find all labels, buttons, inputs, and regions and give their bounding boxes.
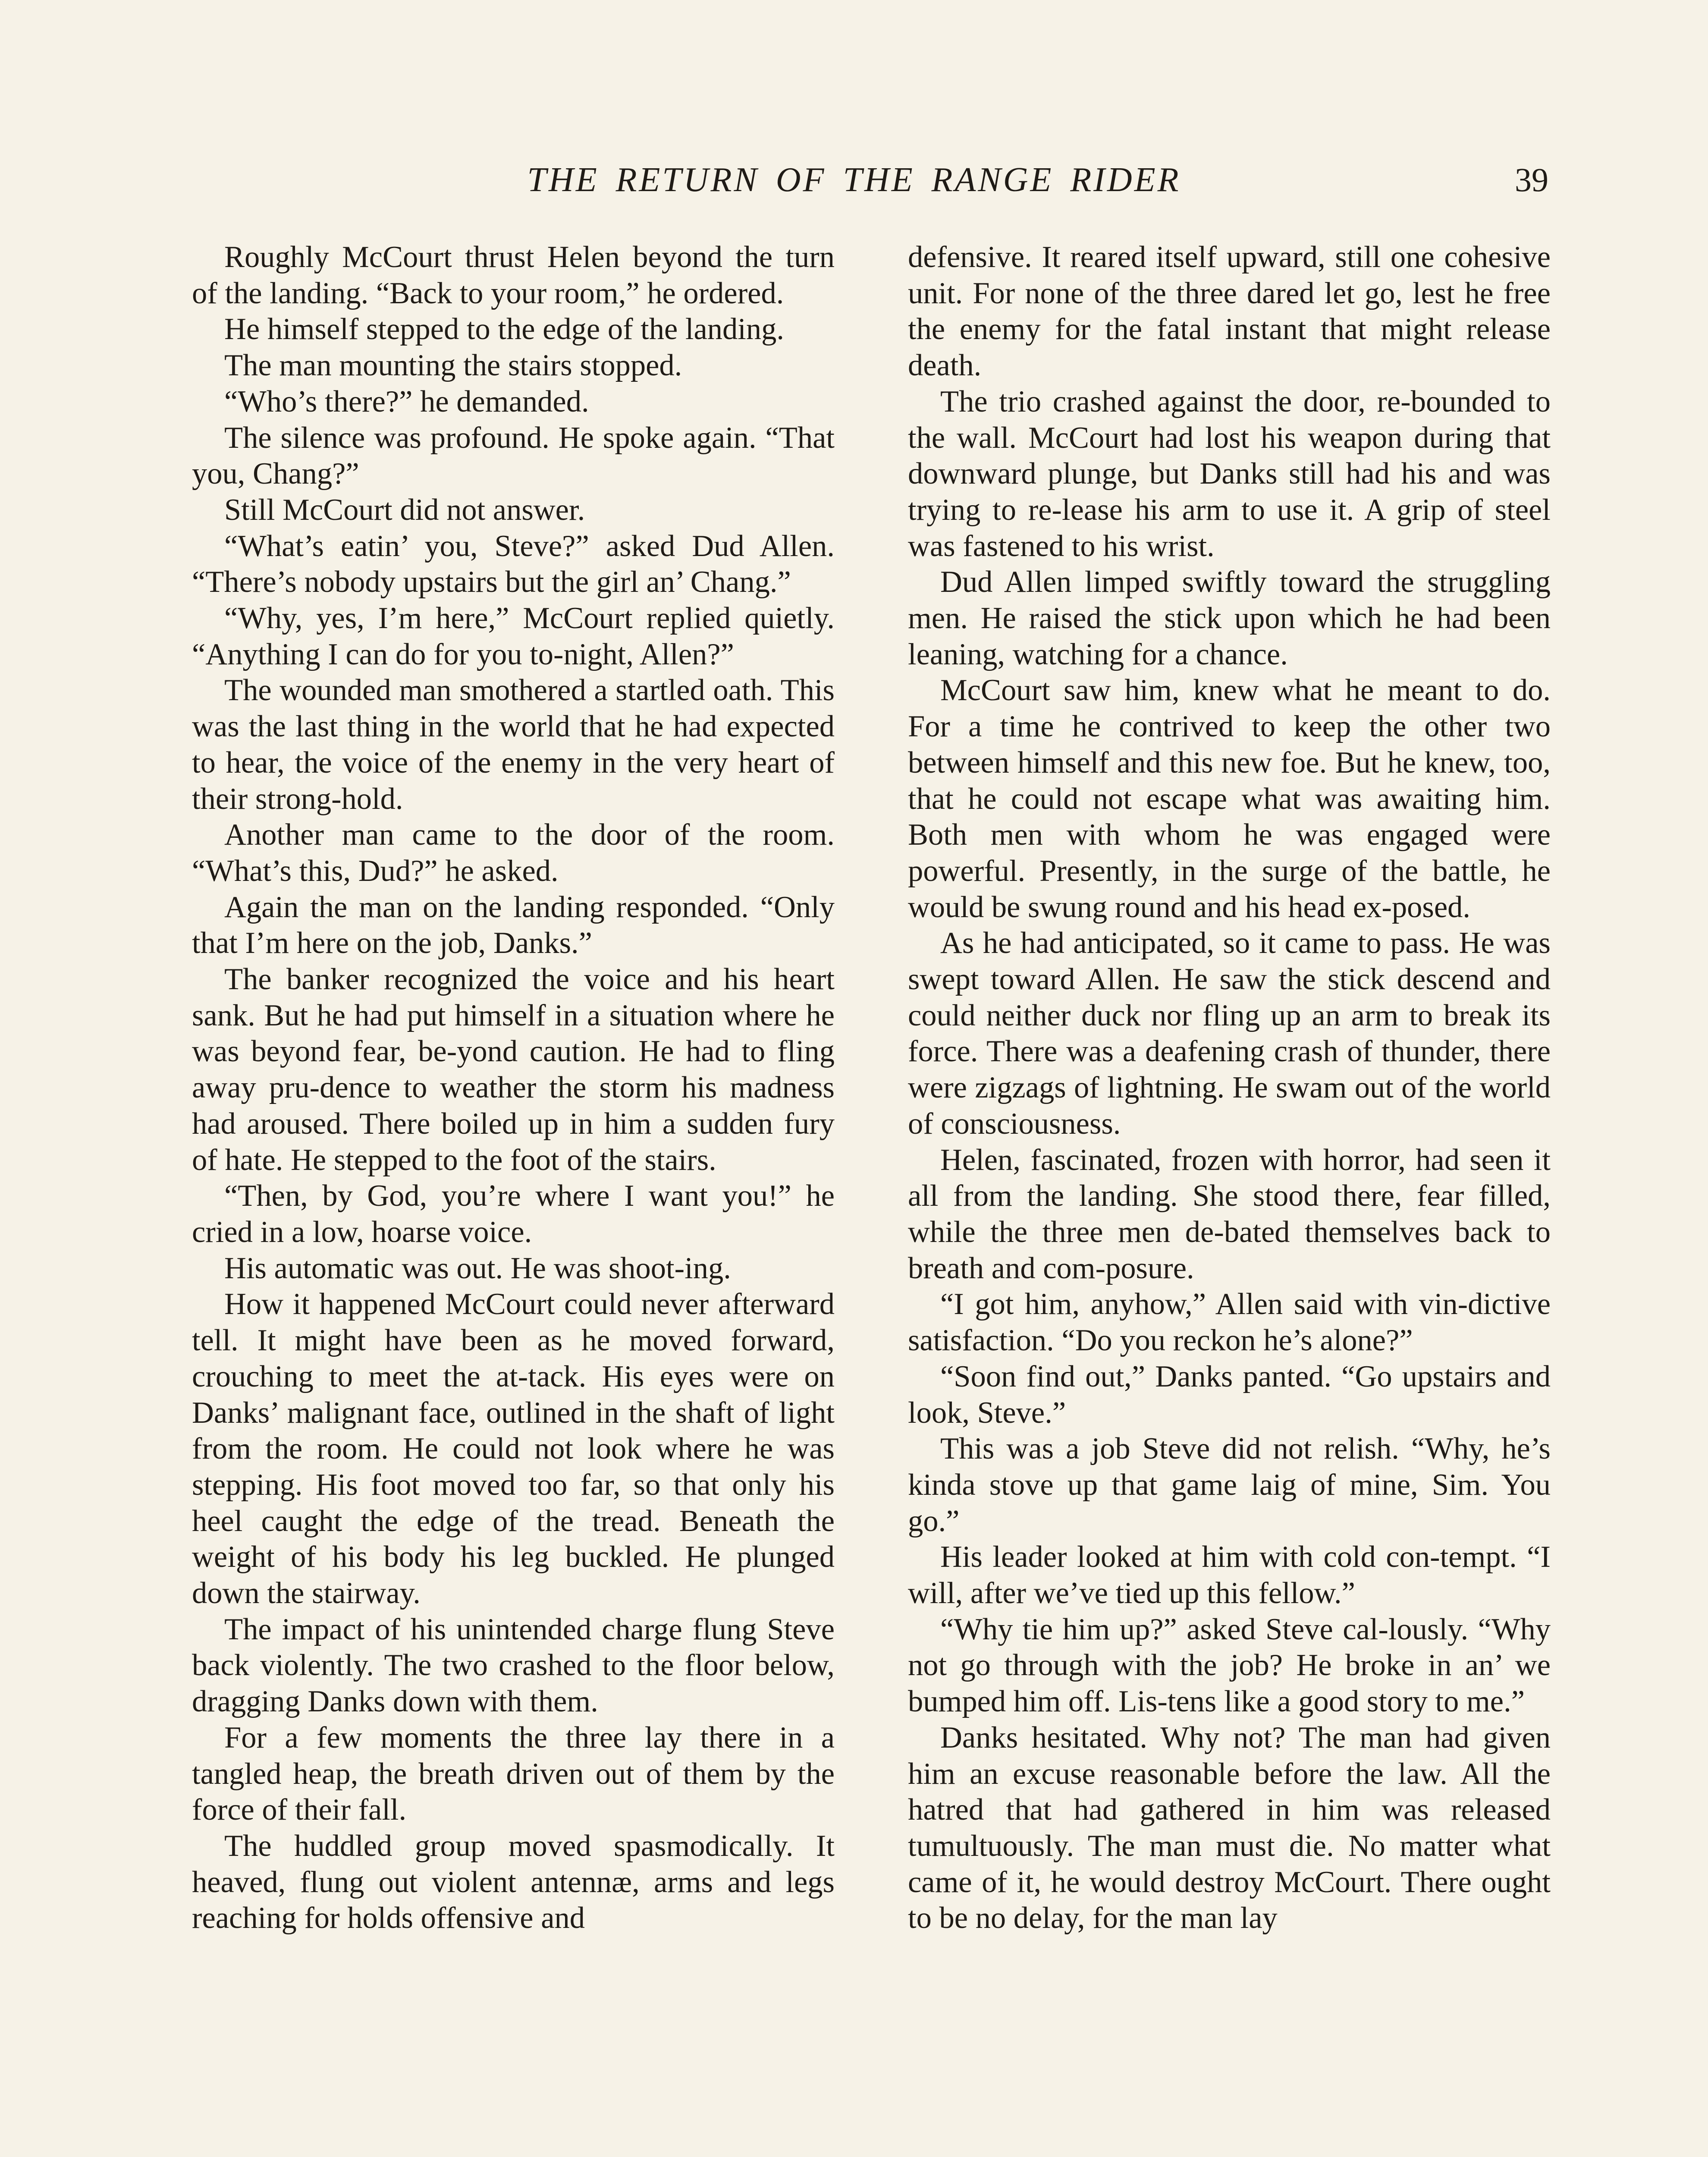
- paragraph: McCourt saw him, knew what he meant to do. For a time he contrived to keep the other two between himself and this new foe. But he knew, too, that he could not escape what was awaiting him. Both men with whom he was engaged were powerful. Presently, in the surge of the battle, he would be swung round and his head ex-posed.: [908, 673, 1551, 924]
- paragraph: His automatic was out. He was shoot-ing.: [224, 1251, 731, 1285]
- right-column: [908, 239, 1551, 1937]
- paragraph: The wounded man smothered a startled oath. This was the last thing in the world that he had expected to hear, the voice of the enemy in the very heart of their strong-hold.: [192, 673, 835, 816]
- paragraph: As he had anticipated, so it came to pass. He was swept toward Allen. He saw the stick descend and could neither duck nor fling up an arm to break its force. There was a deafening crash of thunder, there were zigzags of lightning. He swam out of the world of consciousness.: [908, 926, 1551, 1141]
- paragraph: How it happened McCourt could never afterward tell. It might have been as he moved forward, crouching to meet the at-tack. His eyes were on Danks’ malignant face, outlined in the shaft of light from the room. He could not look where he was stepping. His foot moved too far, so that only his heel caught the edge of the tread. Beneath the weight of his body his leg buckled. He plunged down the stairway.: [192, 1287, 835, 1610]
- paragraph: Danks hesitated. Why not? The man had given him an excuse reasonable before the law. All the hatred that had gathered in him was released tumultuously. The man must die. No matter what came of it, he would destroy McCourt. There ought to be no delay, for the man lay: [908, 1720, 1551, 1935]
- page-header: [160, 160, 1548, 212]
- page-number: 39: [1515, 161, 1548, 198]
- text-columns: [192, 239, 1551, 1937]
- paragraph: Again the man on the landing responded. “Only that I’m here on the job, Danks.”: [192, 890, 835, 960]
- paragraph: The huddled group moved spasmodically. It heaved, flung out violent antennæ, arms and legs reaching for holds offensive and: [192, 1829, 835, 1935]
- paragraph: Roughly McCourt thrust Helen beyond the turn of the landing. “Back to your room,” he ordered.: [192, 240, 835, 310]
- paragraph: The banker recognized the voice and his heart sank. But he had put himself in a situation where he was beyond fear, be-yond caution. He had to fling away pru-dence to weather the storm his madness had aroused. There boiled up in him a sudden fury of hate. He stepped to the foot of the stairs.: [192, 962, 835, 1177]
- paragraph: This was a job Steve did not relish. “Why, he’s kinda stove up that game laig of mine, Sim. You go.”: [908, 1432, 1551, 1538]
- paragraph: “Why, yes, I’m here,” McCourt replied quietly. “Anything I can do for you to-night, Allen?”: [192, 601, 835, 671]
- paragraph: For a few moments the three lay there in a tangled heap, the breath driven out of them by the force of their fall.: [192, 1720, 835, 1827]
- paragraph: Helen, fascinated, frozen with horror, had seen it all from the landing. She stood there, fear filled, while the three men de-bated themselves back to breath and com-posure.: [908, 1143, 1551, 1285]
- paragraph: Another man came to the door of the room. “What’s this, Dud?” he asked.: [192, 818, 835, 888]
- paragraph: The impact of his unintended charge flung Steve back violently. The two crashed to the floor below, dragging Danks down with them.: [192, 1612, 835, 1719]
- paragraph: “What’s eatin’ you, Steve?” asked Dud Allen. “There’s nobody upstairs but the girl an’ Chang.”: [192, 529, 835, 599]
- paragraph: “Who’s there?” he demanded.: [224, 384, 589, 418]
- paragraph: “Soon find out,” Danks panted. “Go upstairs and look, Steve.”: [908, 1359, 1551, 1430]
- paragraph: The silence was profound. He spoke again. “That you, Chang?”: [192, 421, 835, 491]
- paragraph: “I got him, anyhow,” Allen said with vin-dictive satisfaction. “Do you reckon he’s alone?”: [908, 1287, 1551, 1358]
- paragraph: He himself stepped to the edge of the landing.: [224, 312, 785, 346]
- paragraph: Dud Allen limped swiftly toward the struggling men. He raised the stick upon which he had been leaning, watching for a chance.: [908, 565, 1551, 671]
- paragraph: defensive. It reared itself upward, still one cohesive unit. For none of the three dared let go, lest he free the enemy for the fatal instant that might release death.: [908, 240, 1551, 383]
- paragraph: The trio crashed against the door, re-bounded to the wall. McCourt had lost his weapon during that downward plunge, but Danks still had his and was trying to re-lease his arm to use it. A grip of steel was fastened to his wrist.: [908, 384, 1551, 563]
- paragraph: The man mounting the stairs stopped.: [224, 349, 682, 383]
- paragraph: “Then, by God, you’re where I want you!” he cried in a low, hoarse voice.: [192, 1179, 835, 1249]
- paragraph: Still McCourt did not answer.: [224, 493, 585, 527]
- left-column: [192, 239, 835, 1937]
- paragraph: “Why tie him up?” asked Steve cal-lously. “Why not go through with the job? He broke in an’ we bumped him off. Lis-tens like a good story to me.”: [908, 1612, 1551, 1719]
- paragraph: His leader looked at him with cold con-tempt. “I will, after we’ve tied up this fellow.”: [908, 1540, 1551, 1610]
- running-title: THE RETURN OF THE RANGE RIDER: [527, 161, 1181, 199]
